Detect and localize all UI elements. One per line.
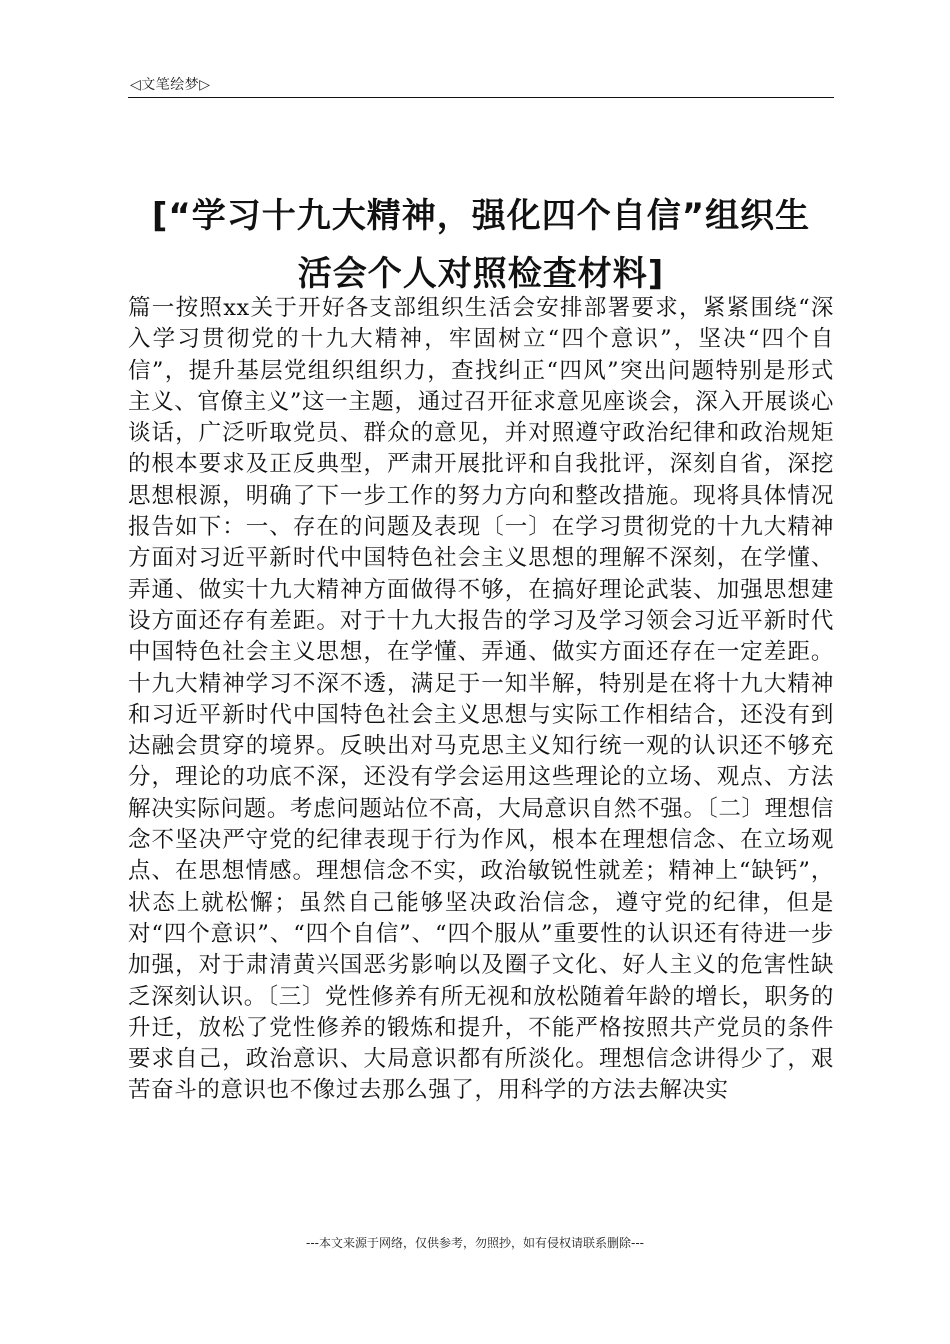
document-title-line-1: [“学习十九大精神，强化四个自信”组织生 (151, 196, 811, 236)
document-title-line-2: 活会个人对照检查材料] (297, 254, 665, 294)
footer-notice: ---本文来源于网络，仅供参考，勿照抄，如有侵权请联系删除--- (306, 1236, 644, 1250)
header-mark: ◁文笔绘梦▷ (130, 77, 211, 93)
document-body: 篇一按照xx关于开好各支部组织生活会安排部署要求，紧紧围绕“深入学习贯彻党的十九大精神，牢固树立“四个意识”，坚决“四个自信”，提升基层党组织组织力，查找纠正“四风”突出问题特别是形式主义、官僚主义”这一主题，通过召开征求意见座谈会，深入开展谈心谈话，广泛听取党员、群众的意见，并对照遵守政治纪律和政治规矩的根本要求及正反典型，严肃开展批评和自我批评，深刻自省，深挖思想根源，明确了下一步工作的努力方向和整改措施。现将具体情况报告如下：一、存在的问题及表现〔一〕在学习贯彻党的十九大精神方面对习近平新时代中国特色社会主义思想的理解不深刻，在学懂、弄通、做实十九大精神方面做得不够，在搞好理论武装、加强思想建设方面还存有差距。对于十九大报告的学习及学习领会习近平新时代中国特色社会主义思想，在学懂、弄通、做实方面还存在一定差距。十九大精神学习不深不透，满足于一知半解，特别是在将十九大精神和习近平新时代中国特色社会主义思想与实际工作相结合，还没有到达融会贯穿的境界。反映出对马克思主义知行统一观的认识还不够充分，理论的功底不深，还没有学会运用这些理论的立场、观点、方法解决实际问题。考虑问题站位不高，大局意识自然不强。〔二〕理想信念不坚决严守党的纪律表现于行为作风，根本在理想信念、在立场观点、在思想情感。理想信念不实，政治敏锐性就差；精神上“缺钙”，状态上就松懈；虽然自己能够坚决政治信念，遵守党的纪律，但是对“四个意识”、“四个自信”、“四个服从”重要性的认识还有待进一步加强，对于肃清黄兴国恶劣影响以及圈子文化、好人主义的危害性缺乏深刻认识。〔三〕党性修养有所无视和放松随着年龄的增长，职务的升迁，放松了党性修养的锻炼和提升，不能严格按照共产党员的条件要求自己，政治意识、大局意识都有所淡化。理想信念讲得少了，艰苦奋斗的意识也不像过去那么强了，用科学的方法去解决实 (128, 295, 834, 1104)
header-divider (128, 97, 834, 98)
